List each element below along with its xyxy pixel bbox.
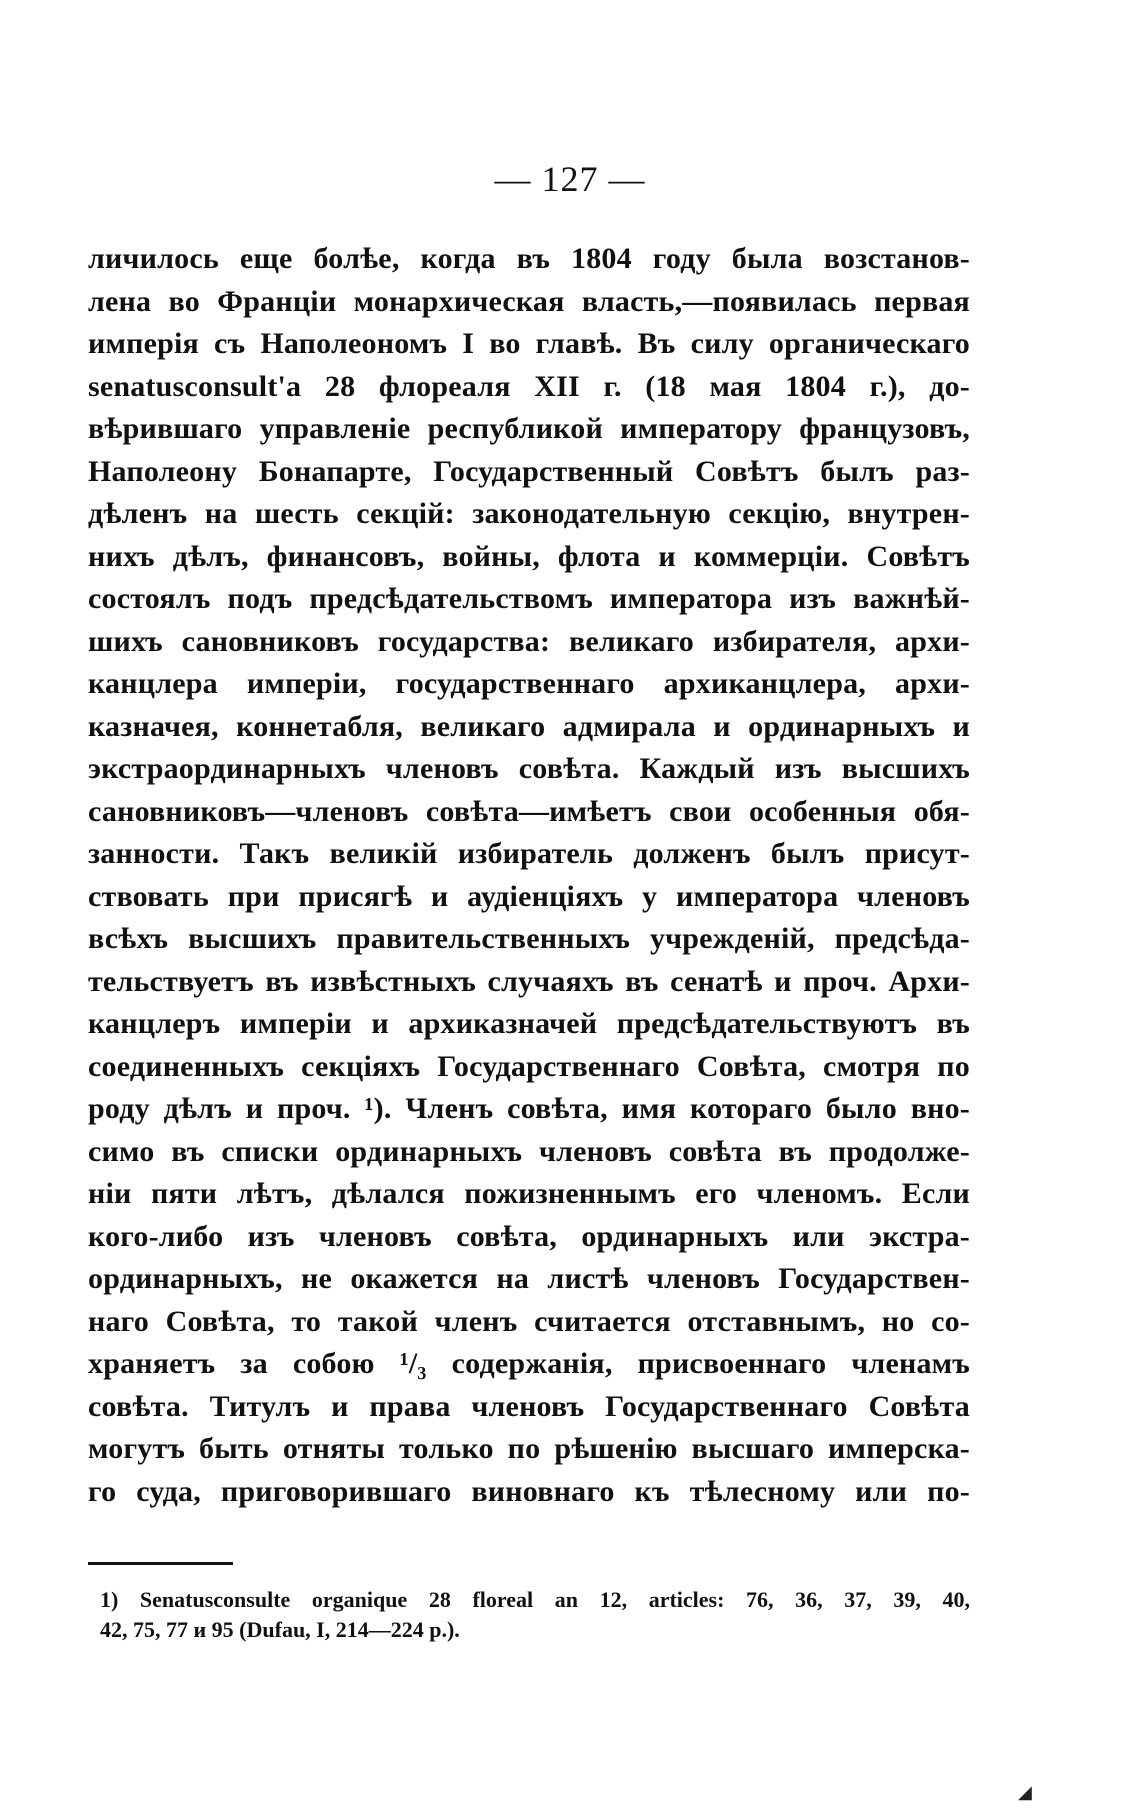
- text-line: экстраординарныхъ членовъ совѣта. Каждый изъ высшихъ: [88, 752, 970, 785]
- text-line: вѣрившаго управленіе республикой императору французовъ,: [88, 412, 970, 445]
- text-line: го суда, приговорившаго виновнаго къ тѣлесному или по-: [88, 1474, 970, 1508]
- text-line: имперія съ Наполеономъ I во главѣ. Въ силу органическаго: [88, 327, 970, 360]
- text-line: канцлеръ имперіи и архиказначей предсѣдательствуютъ въ: [88, 1007, 970, 1040]
- text-line: роду дѣлъ и проч. ¹). Членъ совѣта, имя котораго было вно-: [88, 1092, 970, 1125]
- footnotes: [100, 1585, 970, 1645]
- corner-mark: ◢: [1018, 1782, 1032, 1802]
- text-line: совѣта. Титулъ и права членовъ Государственнаго Совѣта: [88, 1389, 970, 1423]
- text-line: соединенныхъ секціяхъ Государственнаго Совѣта, смотря по: [88, 1049, 970, 1083]
- footnote-separator: [88, 1562, 233, 1565]
- text-line: нихъ дѣлъ, финансовъ, войны, флота и коммерціи. Совѣтъ: [88, 539, 970, 573]
- text-line: могутъ быть отняты только по рѣшенію высшаго имперска-: [88, 1432, 970, 1465]
- text-line: Наполеону Бонапарте, Государственный Совѣтъ былъ раз-: [88, 454, 970, 488]
- text-line: казначея, коннетабля, великаго адмирала и ординарныхъ и: [88, 709, 970, 743]
- text-line: дѣленъ на шесть секцій: законодательную секцію, внутрен-: [88, 497, 970, 530]
- text-line: ствовать при присягѣ и аудіенціяхъ у императора членовъ: [88, 879, 970, 913]
- text-line: состоялъ подъ предсѣдательствомъ императора изъ важнѣй-: [88, 582, 970, 615]
- text-line: наго Совѣта, то такой членъ считается отставнымъ, но со-: [88, 1304, 970, 1338]
- page-number: — 127 —: [494, 159, 646, 199]
- text-line: тельствуетъ въ извѣстныхъ случаяхъ въ сенатѣ и проч. Архи-: [88, 964, 970, 998]
- body-text: [88, 238, 970, 1513]
- text-line: всѣхъ высшихъ правительственныхъ учрежденій, предсѣда-: [88, 922, 970, 955]
- text-line: шихъ сановниковъ государства: великаго избирателя, архи-: [88, 624, 970, 658]
- text-line: лена во Франціи монархическая власть,—появилась первая: [88, 284, 970, 318]
- text-line: личилось еще болѣе, когда въ 1804 году была возстанов-: [88, 242, 970, 275]
- text-line: симо въ списки ординарныхъ членовъ совѣта въ продолже-: [88, 1134, 970, 1168]
- text-line: senatusconsult'a 28 флореаля XII г. (18 мая 1804 г.), до-: [88, 369, 970, 403]
- text-line: храняетъ за собою ¹/₃ содержанія, присвоеннаго членамъ: [88, 1347, 970, 1380]
- footnote-line: 1) Senatusconsulte organique 28 floreal an 12, articles: 76, 36, 37, 39, 40,: [100, 1587, 970, 1612]
- text-line: занности. Такъ великій избиратель долженъ былъ присут-: [88, 837, 970, 870]
- footnote-line: 42, 75, 77 и 95 (Dufau, I, 214—224 p.).: [100, 1617, 460, 1642]
- text-line: кого-либо изъ членовъ совѣта, ординарныхъ или экстра-: [88, 1219, 970, 1253]
- text-line: сановниковъ—членовъ совѣта—имѣетъ свои особенныя обя-: [88, 794, 970, 828]
- text-line: ординарныхъ, не окажется на листѣ членовъ Государствен-: [88, 1262, 970, 1295]
- text-line: канцлера имперіи, государственнаго архиканцлера, архи-: [88, 667, 970, 700]
- text-line: ніи пяти лѣтъ, дѣлался пожизненнымъ его членомъ. Если: [88, 1177, 970, 1210]
